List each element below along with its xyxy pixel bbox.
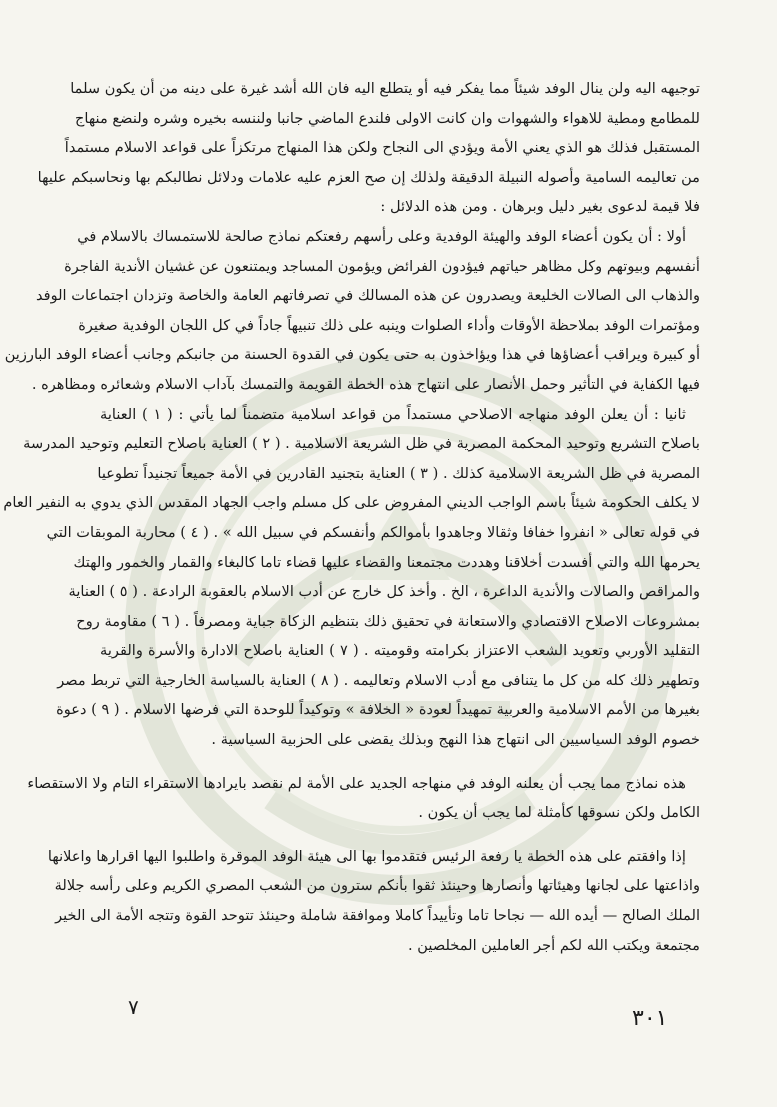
text-line: المصرية في ظل الشريعة الاسلامية كذلك . ( ٣ ) العناية بتجنيد القادرين في الأمة جميعاً تجنيداً تطوعيا bbox=[97, 464, 700, 482]
text-line: ثانيا : أن يعلن الوفد منهاجه الاصلاحي مستمداً من قواعد اسلامية متضمناً لما يأتي : ( ١ ) العناية bbox=[100, 405, 686, 423]
paragraph bbox=[37, 74, 700, 222]
text-line: وتطهير ذلك كله من كل ما يتنافى مع أدب الاسلام وتعاليمه . ( ٨ ) العناية بالسياسة الخارجية التي تربط مصر bbox=[57, 671, 700, 689]
paragraph-gap bbox=[100, 755, 700, 769]
text-line: يحرمها الله والتي أفسدت أخلاقنا وهددت مجتمعنا والقضاء عليها قضاء تاما كالبغاء والقمار والخمور والهتك bbox=[73, 553, 700, 571]
page-number-right: ٣٠١ bbox=[632, 1006, 668, 1031]
text-line: والذهاب الى الصالات الخليعة ويصدرون عن هذه المسالك في تصرفاتهم العامة والخاصة وتزدان اجتماعات الوفد bbox=[35, 287, 700, 305]
text-line: فيها الكفاية في التأثير وحمل الأنصار على انتهاج هذه الخطة القويمة والتمسك بآداب الاسلام وشعائره ومظاهره . bbox=[31, 375, 700, 393]
text-line: واذاعتها على لجانها وهيئاتها وأنصارها وحينئذ ثقوا بأنكم سترون من الشعب المصري الكريم وعلى رأسه جلالة bbox=[54, 877, 700, 895]
text-line: في قوله تعالى « انفروا خفافا وثقالا وجاهدوا بأموالكم وأنفسكم في سبيل الله » . ( ٤ ) محاربة الموبقات التي bbox=[46, 523, 700, 541]
paragraph-gap bbox=[100, 828, 700, 842]
text-line: أنفسهم وبيوتهم وكل مظاهر حياتهم فيؤدون الفرائض ويؤمون المساجد ويمتنعون عن غشيان الأندية الفاجرة bbox=[64, 257, 700, 275]
text-line: هذه نماذج مما يجب أن يعلنه الوفد في منهاجه الجديد على الأمة لم نقصد بايرادها الاستقراء التام ولا الاستقصاء bbox=[27, 774, 686, 792]
text-line: أولا : أن يكون أعضاء الوفد والهيئة الوفدية وعلى رأسهم رفعتكم نماذج صالحة للاستمساك بالاسلام في bbox=[77, 227, 686, 245]
text-line: فلا قيمة لدعوى بغير دليل وبرهان . ومن هذه الدلائل : bbox=[380, 198, 700, 216]
text-line: خصوم الوفد السياسيين الى انتهاج هذا النهج وبذلك يقضى على الحزبية السياسية . bbox=[211, 731, 700, 749]
text-line: مجتمعة ويكتب الله لكم أجر العاملين المخلصين . bbox=[408, 936, 700, 954]
paragraph bbox=[47, 842, 700, 960]
text-line: الكامل ولكن نسوقها كأمثلة لما يجب أن يكون . bbox=[418, 804, 700, 822]
text-line: باصلاح التشريع وتوحيد المحكمة المصرية في ظل الشريعة الاسلامية . ( ٢ ) العناية باصلاح التعليم وتوحيد المدرسة bbox=[23, 435, 700, 453]
text-line: ومؤتمرات الوفد بملاحظة الأوقات وأداء الصلوات وينبه على ذلك تنبيهاً جاداً في كل اللجان الوفدية صغيرة bbox=[78, 316, 700, 334]
text-line: توجيهه اليه ولن ينال الوفد شيئاً مما يفكر فيه أو يتطلع اليه فان الله أشد غيرة على دينه من أن يكون سلما bbox=[70, 80, 700, 97]
article-body bbox=[3, 74, 700, 960]
text-line: من تعاليمه السامية وأصوله النبيلة الدقيقة ولذلك إن صح العزم عليه علامات ودلائل نطالبكم بها ونحاسبكم عليها bbox=[37, 168, 700, 186]
text-line: التقليد الأوربي وتعويد الشعب الاعتزاز بكرامته وقوميته . ( ٧ ) العناية باصلاح الادارة والأسرة والقرية bbox=[100, 642, 700, 660]
paragraph bbox=[3, 400, 700, 755]
text-line: أو كبيرة ويراقب أعضاؤها في هذا ويؤاخذون به حتى يكون في القدوة الحسنة من جانبكم وجانب أعضاء الوفد البارزين bbox=[4, 346, 700, 364]
text-line: بمشروعات الاصلاح الاقتصادي والاستعانة في تحقيق ذلك بتنظيم الزكاة جباية ومصرفاً . ( ٦ ) مقاومة روح bbox=[76, 612, 700, 630]
paragraph bbox=[4, 222, 700, 400]
text-line: إذا وافقتم على هذه الخطة يا رفعة الرئيس فتقدموا بها الى هيئة الوفد الموقرة واطلبوا اليها اقرارها واعلانها bbox=[47, 847, 686, 865]
text-line: للمطامع ومطية للاهواء والشهوات وان كانت الاولى فلندع الماضي جانبا ولننسه بخيره وشره ولنضع منهاج bbox=[74, 109, 700, 127]
text-line: الملك الصالح — أيده الله — نجاحا تاما وتأييداً كاملا وموافقة شاملة وحينئذ تتوحد القوة وتتجه الأمة الى الخير bbox=[55, 907, 700, 925]
text-line: لا يكلف الحكومة شيئاً باسم الواجب الديني المفروض على كل مسلم واجب الجهاد المقدس الذي يدوي به النفير العام bbox=[3, 494, 700, 512]
paragraph bbox=[27, 769, 700, 828]
text-line: بغيرها من الأمم الاسلامية والعربية تمهيداً لعودة « الخلافة » وتوكيداً للوحدة التي فرضها الاسلام . ( ٩ ) دعوة bbox=[56, 701, 700, 719]
page-number-left: ٧ bbox=[128, 995, 139, 1019]
text-line: المستقبل فذلك هو الذي يعني الأمة ويؤدي الى النجاح ولكن هذا المنهاج مرتكزاً على قواعد الاسلام مستمداً bbox=[64, 139, 700, 157]
text-line: والمراقص والصالات والأندية الداعرة ، الخ . وأخذ كل خارج عن أدب الاسلام بالعقوبة الرادعة . ( ٥ ) العناية bbox=[68, 583, 700, 601]
